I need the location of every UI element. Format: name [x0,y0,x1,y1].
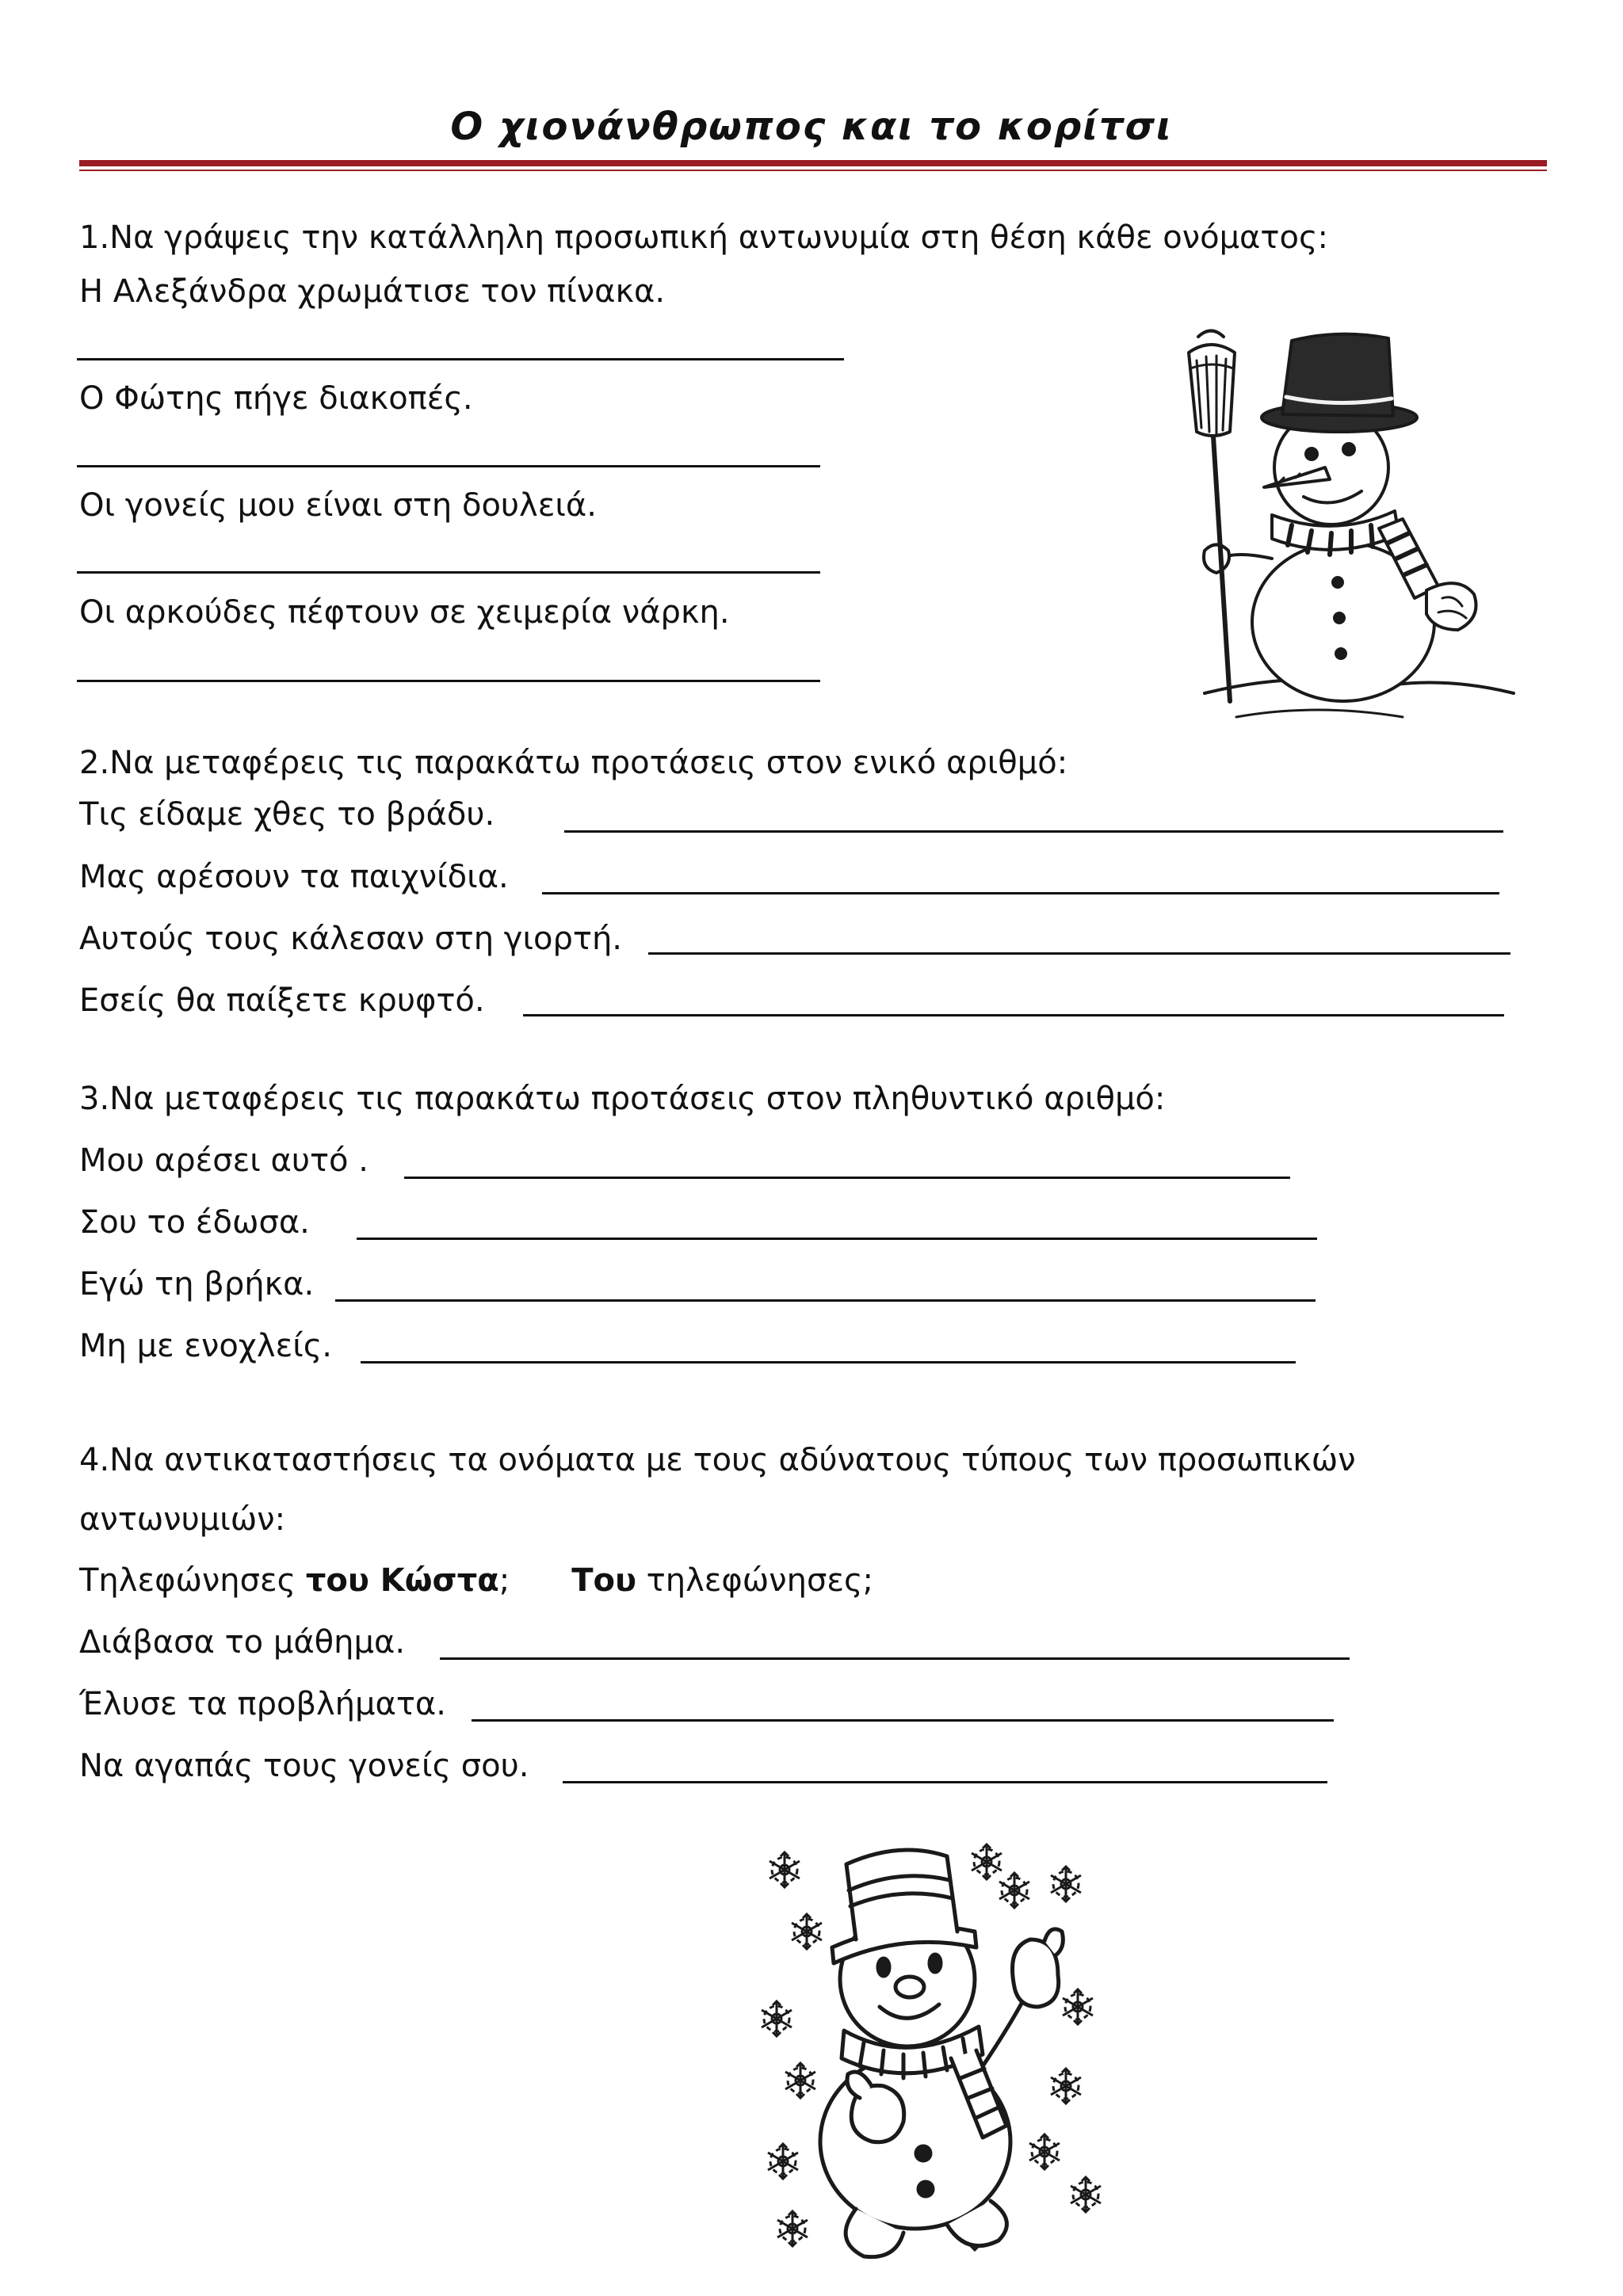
ex1-sentence-2: Ο Φώτης πήγε διακοπές. [79,380,473,417]
ex1-answer-line-2[interactable] [77,465,820,467]
ex4-answer-line-1[interactable] [440,1657,1350,1660]
title-rule-thin [79,170,1547,171]
ex4-example [79,1561,873,1600]
ex1-answer-line-3[interactable] [77,571,820,574]
ex2-heading: 2.Να μεταφέρεις τις παρακάτω προτάσεις στον ενικό αριθμό: [79,745,1068,781]
ex3-answer-line-2[interactable] [357,1238,1317,1240]
ex2-sentence-4: Εσείς θα παίξετε κρυφτό. [79,982,485,1019]
ex2-sentence-3: Αυτούς τους κάλεσαν στη γιορτή. [79,921,623,957]
ex3-heading: 3.Να μεταφέρεις τις παρακάτω προτάσεις στον πληθυντικό αριθμό: [79,1081,1166,1117]
ex4-heading-line-1: 4.Να αντικαταστήσεις τα ονόματα με τους αδύνατους τύπους των προσωπικών [79,1442,1356,1478]
ex4-sentence-1: Διάβασα το μάθημα. [79,1624,406,1661]
ex3-sentence-4: Μη με ενοχλείς. [79,1328,332,1364]
ex3-sentence-3: Εγώ τη βρήκα. [79,1266,315,1302]
ex4-example-pronoun: Του [571,1562,636,1599]
ex4-example-question-mark: ; [498,1562,510,1599]
ex2-answer-line-4[interactable] [523,1014,1504,1016]
ex3-sentence-2: Σου το έδωσα. [79,1204,310,1241]
ex3-sentence-1: Μου αρέσει αυτό . [79,1142,369,1179]
ex2-sentence-2: Μας αρέσουν τα παιχνίδια. [79,859,509,895]
ex1-sentence-1: Η Αλεξάνδρα χρωμάτισε τον πίνακα. [79,273,666,310]
ex1-sentence-4: Οι αρκούδες πέφτουν σε χειμερία νάρκη. [79,594,730,631]
ex4-example-question-text: Τηλεφώνησες [79,1562,306,1599]
ex3-answer-line-1[interactable] [404,1177,1290,1179]
snowman-with-snowflakes-illustration [745,1829,1109,2272]
ex4-example-noun: του Κώστα [305,1562,499,1599]
ex4-sentence-3: Να αγαπάς τους γονείς σου. [79,1748,529,1784]
ex2-answer-line-3[interactable] [648,952,1510,955]
ex2-answer-line-1[interactable] [564,830,1503,833]
title-rule-thick [79,160,1547,166]
ex4-answer-line-3[interactable] [563,1781,1327,1783]
ex4-sentence-2: Έλυσε τα προβλήματα. [79,1686,446,1722]
ex2-answer-line-2[interactable] [542,892,1499,894]
ex3-answer-line-3[interactable] [335,1299,1316,1302]
ex2-sentence-1: Τις είδαμε χθες το βράδυ. [79,796,495,833]
ex4-example-answer-text: τηλεφώνησες; [636,1562,873,1599]
snowman-with-broom-illustration [1141,321,1529,733]
ex1-heading: 1.Να γράψεις την κατάλληλη προσωπική αντωνυμία στη θέση κάθε ονόματος: [79,219,1328,256]
ex1-answer-line-4[interactable] [77,680,820,682]
page-title: Ο χιονάνθρωπος και το κορίτσι [450,105,1173,149]
ex4-answer-line-2[interactable] [472,1719,1334,1722]
ex4-heading-line-2: αντωνυμιών: [79,1501,286,1538]
ex1-answer-line-1[interactable] [77,358,844,360]
ex1-sentence-3: Οι γονείς μου είναι στη δουλειά. [79,487,597,524]
ex3-answer-line-4[interactable] [361,1361,1296,1363]
